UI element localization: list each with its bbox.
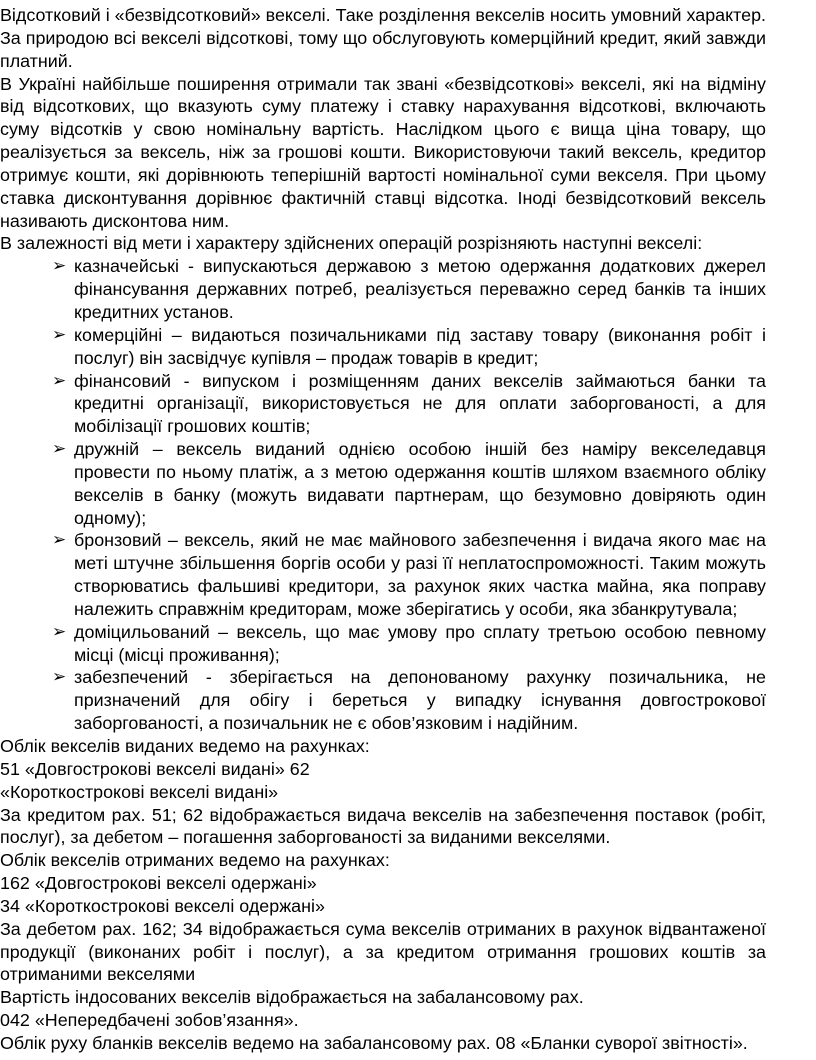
paragraph-account-162: 162 «Довгострокові векселі одержані» [0, 873, 317, 894]
list-item [0, 666, 766, 735]
list-item-text: казначейські - випускаються державою з метою одержання додаткових джерел фінансування державних потреб, реалізується переважно серед банків та інших кредитних установ. [74, 256, 766, 322]
arrow-bullet-icon: ➢ [52, 530, 67, 550]
list-item [0, 438, 766, 529]
list-item-text: доміцильований – вексель, що має умову про сплату третьою особою певному місці (місці проживання); [74, 621, 766, 665]
paragraph-account-34: 34 «Короткострокові векселі одержані» [0, 895, 325, 916]
paragraph-account-51: 51 «Довгострокові векселі видані» 62 [0, 758, 310, 779]
paragraph-credit-entry: За кредитом рах. 51; 62 відображається видача векселів на забезпечення поставок (робіт, послуг), за дебетом – погашення заборгованості за виданими векселями. [0, 804, 766, 848]
paragraph-interest-bills: Відсотковий і «безвідсотковий» векселі. Таке розділення векселів носить умовний характер. За природою всі векселі відсоткові, тому що обслуговують комерційний кредит, який завжди платний. [0, 5, 766, 71]
list-item-text: комерційні – видаються позичальниками під заставу товару (виконання робіт і послуг) він засвідчує купівля – продаж товарів в кредит; [74, 324, 766, 368]
paragraph-account-62: «Короткострокові векселі видані» [0, 781, 279, 802]
list-item [0, 255, 766, 324]
paragraph-account-042: 042 «Непередбачені зобов’язання». [0, 1010, 299, 1031]
paragraph-ukraine-bills: В Україні найбільше поширення отримали так звані «безвідсоткові» векселі, які на відміну від відсоткових, що вказують суму платежу і ставку нарахування відсоткові, включають суму відсотків у свою номінальну вартість. Наслідком цього є вища ціна товару, що реалізується за вексель, ніж за грошові кошти. Використовуючи такий вексель, кредитор отримує кошти, які дорівнюють теперішній вартості номінальної суми векселя. При цьому ставка дисконтування дорівнює фактичній ставці відсотка. Іноді безвідсотковий вексель називають дисконтова ним. [0, 73, 766, 231]
list-item [0, 370, 766, 439]
list-item [0, 621, 766, 667]
list-item [0, 529, 766, 620]
arrow-bullet-icon: ➢ [52, 324, 67, 344]
paragraph-blank-forms: Облік руху бланків векселів ведемо на забалансовому рах. 08 «Бланки суворої звітності». [0, 1032, 748, 1053]
paragraph-types-intro: В залежності від мети і характеру здійснених операцій розрізняють наступні векселі: [0, 233, 703, 254]
bill-types-list [0, 255, 766, 735]
list-item [0, 324, 766, 370]
arrow-bullet-icon: ➢ [52, 256, 67, 276]
paragraph-received-accounts: Облік векселів отриманих ведемо на рахунках: [0, 850, 390, 871]
arrow-bullet-icon: ➢ [52, 621, 67, 641]
arrow-bullet-icon: ➢ [52, 439, 67, 459]
list-item-text: дружній – вексель виданий однією особою іншій без наміру векселедавця провести по ньому платіж, а з метою одержання коштів шляхом взаємного обліку векселів в банку (можуть видавати партнерам, що безумовно довіряють один одному); [74, 439, 766, 528]
paragraph-endorsed-bills: Вартість індосованих векселів відображається на забалансовому рах. [0, 987, 584, 1008]
paragraph-issued-accounts: Облік векселів виданих ведемо на рахунках: [0, 736, 370, 756]
arrow-bullet-icon: ➢ [52, 370, 67, 390]
list-item-text: забезпечений - зберігається на депонованому рахунку позичальника, не призначений для обігу і береться у випадку існування довгострокової заборгованості, а позичальник не є обов’язковим і надійним. [74, 667, 766, 734]
arrow-bullet-icon: ➢ [52, 667, 67, 687]
paragraph-debit-entry: За дебетом рах. 162; 34 відображається сума векселів отриманих в рахунок відвантаженої продукції (виконаних робіт і послуг), а за кредитом отримання грошових коштів за отриманими векселями [0, 918, 766, 985]
list-item-text: бронзовий – вексель, який не має майнового забезпечення і видача якого має на меті штучне збільшення боргів особи у разі її неплатоспроможності. Таким можуть створюватись фальшиві кредитори, за рахунок яких частка майна, яка поправу належить справжнім кредиторам, може зберігатись у особи, яка збанкрутувала; [74, 530, 766, 619]
list-item-text: фінансовий - випуском і розміщенням даних векселів займаються банки та кредитні організації, використовується не для оплати заборгованості, а для мобілізації грошових коштів; [74, 370, 766, 437]
